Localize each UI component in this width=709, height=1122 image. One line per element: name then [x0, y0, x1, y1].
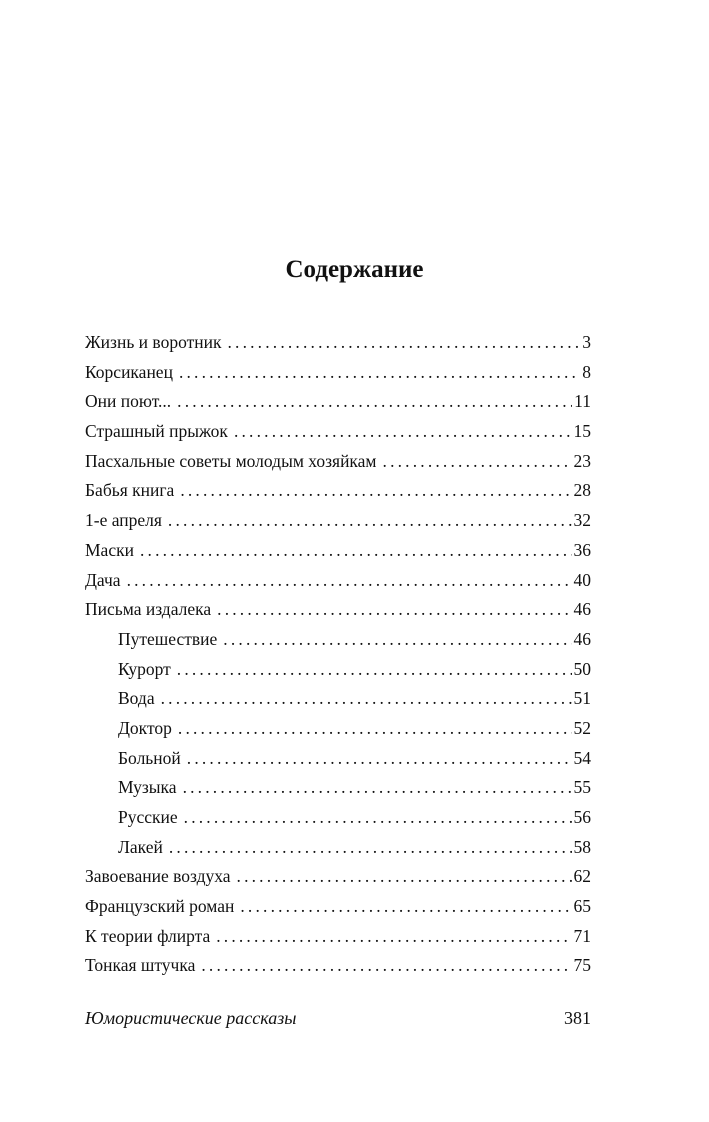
toc-entry-title: Бабья книга: [85, 480, 175, 501]
dot-leader: [237, 862, 572, 892]
toc-entry-page: 51: [573, 688, 591, 709]
dot-leader: [183, 773, 572, 803]
dot-leader: [178, 714, 572, 744]
toc-entry[interactable]: [85, 536, 591, 566]
toc-entry-title: Тонкая штучка: [85, 955, 196, 976]
toc-entry[interactable]: [85, 922, 591, 952]
toc-entry-title: Маски: [85, 539, 134, 560]
toc-entry-page: 55: [573, 777, 591, 798]
dot-leader: [169, 833, 572, 863]
toc-entry-page: 23: [573, 450, 591, 471]
toc-subentry[interactable]: [85, 803, 591, 833]
toc-entry-title: Курорт: [118, 658, 171, 679]
toc-entry-title: Жизнь и воротник: [85, 332, 222, 352]
toc-entry[interactable]: [85, 328, 591, 358]
dot-leader: [227, 328, 580, 358]
toc-entry[interactable]: [85, 951, 591, 981]
toc-entry-title: Путешествие: [118, 628, 218, 649]
dot-leader: [140, 536, 572, 566]
toc-entry[interactable]: [85, 417, 591, 447]
page-number: 381: [564, 1008, 591, 1028]
toc-entry[interactable]: [85, 358, 591, 388]
dot-leader: [234, 417, 572, 447]
toc-entry-title: Французский роман: [85, 896, 235, 917]
dot-leader: [217, 595, 571, 625]
toc-entry-title: 1-е апреля: [85, 510, 162, 531]
toc-entry[interactable]: [85, 595, 591, 625]
toc-entry[interactable]: [85, 892, 591, 922]
toc-entry-title: Страшный прыжок: [85, 421, 228, 442]
dot-leader: [177, 655, 572, 685]
running-title: Юмористические рассказы: [85, 1008, 297, 1028]
page-footer: [85, 1005, 591, 1031]
toc-entry-page: 40: [573, 569, 591, 590]
toc-subentry[interactable]: [85, 655, 591, 685]
toc-entry-page: 56: [573, 807, 591, 827]
dot-leader: [127, 566, 572, 596]
toc-entry[interactable]: [85, 566, 591, 596]
toc-subentry[interactable]: [85, 833, 591, 863]
toc-subentry[interactable]: [85, 714, 591, 744]
dot-leader: [201, 951, 571, 981]
toc-entry-page: 75: [573, 955, 591, 976]
dot-leader: [187, 744, 572, 774]
dot-leader: [179, 358, 580, 388]
dot-leader: [177, 387, 572, 417]
toc-subentry[interactable]: [85, 625, 591, 655]
toc-entry[interactable]: [85, 447, 591, 477]
toc-entry-title: Корсиканец: [85, 361, 173, 382]
toc-entry-page: 58: [573, 836, 591, 857]
toc-entry-page: 15: [573, 421, 591, 442]
dot-leader: [240, 892, 571, 922]
toc-entry-title: Музыка: [118, 777, 177, 798]
toc-entry-page: 36: [573, 539, 591, 560]
toc-entry-title: Вода: [118, 688, 155, 709]
toc-entry-page: 52: [573, 717, 591, 738]
toc-entry-page: 8: [582, 361, 591, 382]
toc-entry-page: 65: [573, 896, 591, 917]
toc-entry-title: К теории флирта: [85, 925, 211, 946]
toc-subentry[interactable]: [85, 744, 591, 774]
dot-leader: [223, 625, 571, 655]
toc-subentry[interactable]: [85, 684, 591, 714]
dot-leader: [161, 684, 572, 714]
table-of-contents: [85, 328, 591, 981]
dot-leader: [184, 803, 572, 833]
toc-entry-title: Доктор: [118, 717, 172, 738]
toc-entry[interactable]: [85, 506, 591, 536]
toc-entry-page: 3: [582, 332, 591, 352]
toc-entry-title: Они поют...: [85, 391, 172, 412]
toc-entry-title: Лакей: [118, 836, 163, 857]
toc-entry-page: 54: [573, 747, 591, 768]
toc-entry-page: 46: [573, 599, 591, 620]
toc-entry[interactable]: [85, 862, 591, 892]
toc-entry-page: 11: [574, 391, 591, 412]
toc-entry-title: Больной: [118, 747, 181, 768]
dot-leader: [216, 922, 571, 952]
toc-entry[interactable]: [85, 387, 591, 417]
toc-entry-title: Письма издалека: [85, 599, 212, 620]
toc-entry[interactable]: [85, 476, 591, 506]
toc-entry-page: 32: [573, 510, 591, 531]
toc-entry-title: Русские: [118, 807, 178, 827]
dot-leader: [383, 447, 572, 477]
toc-entry-page: 46: [573, 628, 591, 649]
toc-subentry[interactable]: [85, 773, 591, 803]
toc-entry-page: 62: [573, 866, 591, 887]
toc-entry-page: 28: [573, 480, 591, 501]
toc-entry-title: Дача: [85, 569, 121, 590]
dot-leader: [180, 476, 571, 506]
page-title: Содержание: [285, 256, 424, 283]
toc-entry-page: 71: [573, 925, 591, 946]
dot-leader: [168, 506, 572, 536]
toc-entry-page: 50: [573, 658, 591, 679]
toc-entry-title: Завоевание воздуха: [85, 866, 231, 887]
toc-entry-title: Пасхальные советы молодым хозяйкам: [85, 450, 377, 471]
